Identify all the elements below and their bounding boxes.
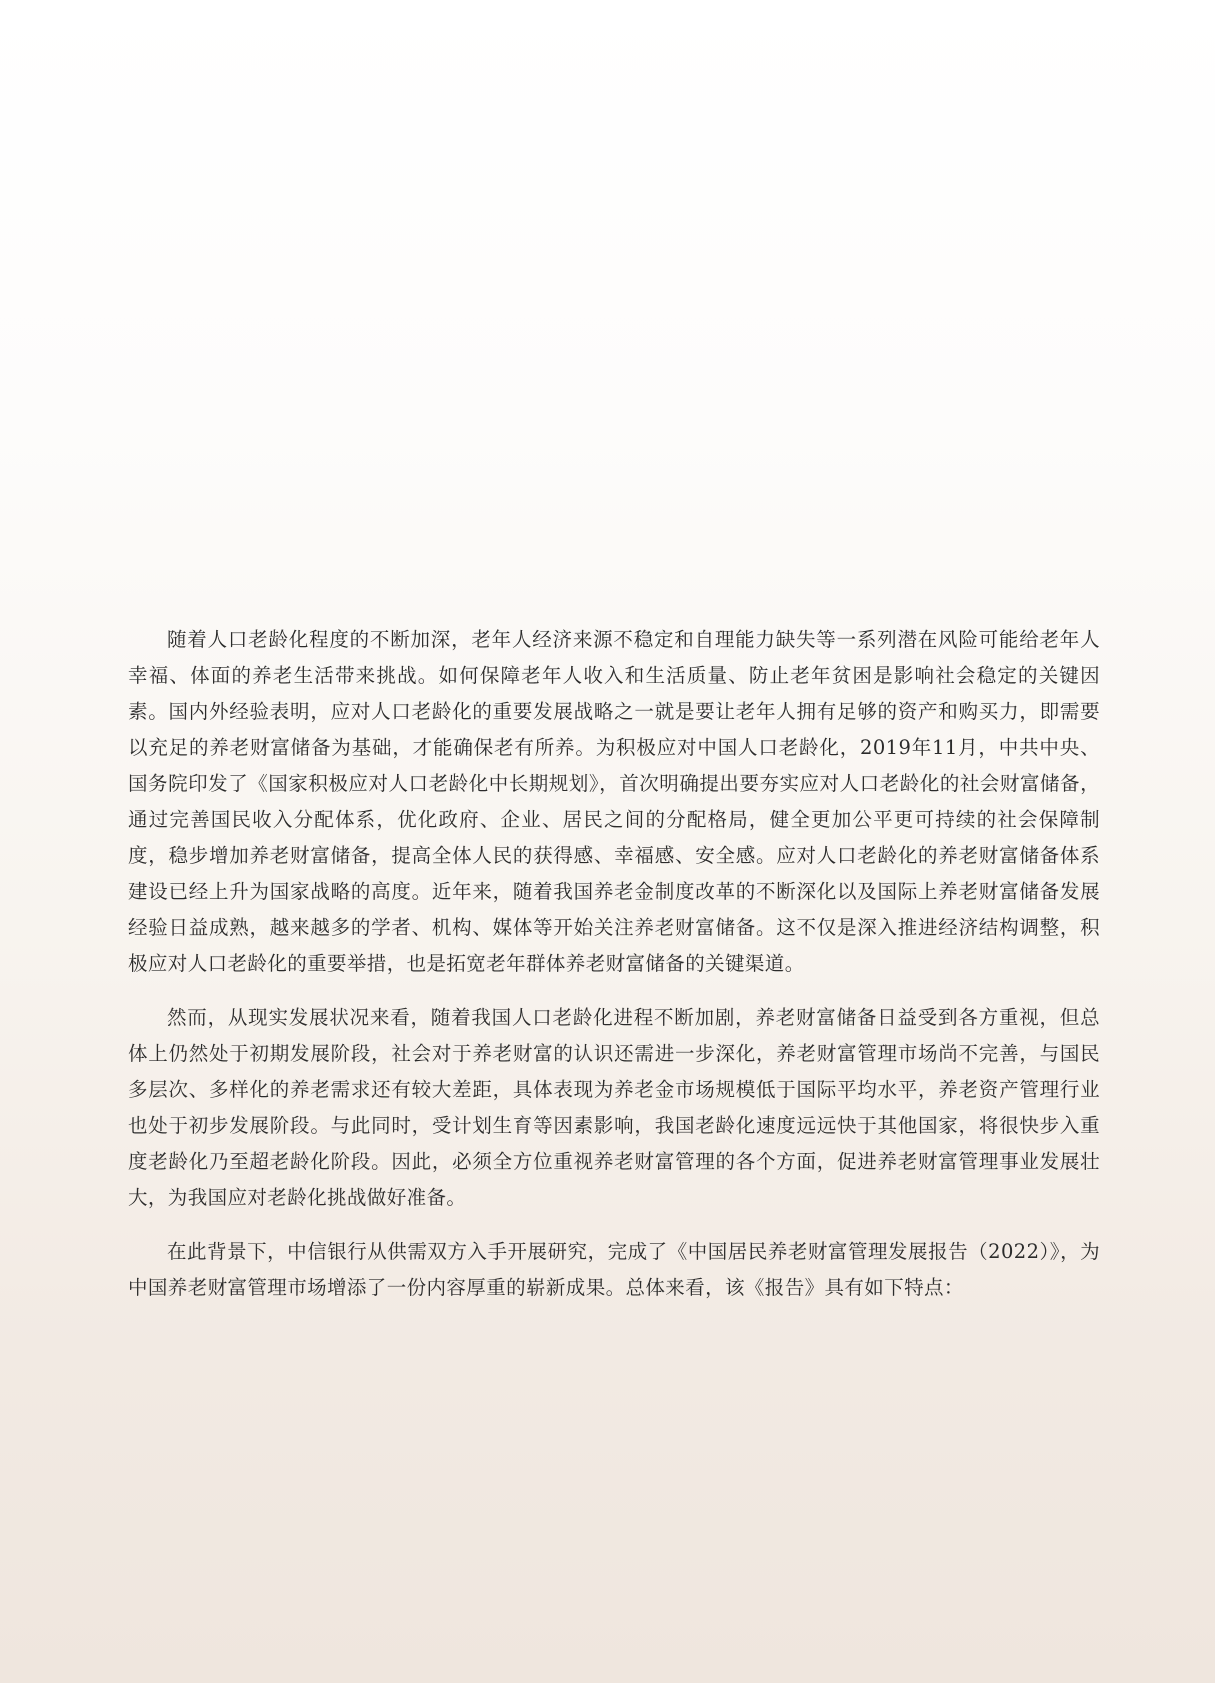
document-body	[128, 622, 1100, 1324]
paragraph-3: 在此背景下，中信银行从供需双方入手开展研究，完成了《中国居民养老财富管理发展报告（2022）》，为中国养老财富管理市场增添了一份内容厚重的崭新成果。总体来看，该《报告》具有如下特点：	[128, 1240, 1100, 1299]
paragraph-1: 随着人口老龄化程度的不断加深，老年人经济来源不稳定和自理能力缺失等一系列潜在风险可能给老年人幸福、体面的养老生活带来挑战。如何保障老年人收入和生活质量、防止老年贫困是影响社会稳定的关键因素。国内外经验表明，应对人口老龄化的重要发展战略之一就是要让老年人拥有足够的资产和购买力，即需要以充足的养老财富储备为基础，才能确保老有所养。为积极应对中国人口老龄化，2019年11月，中共中央、国务院印发了《国家积极应对人口老龄化中长期规划》，首次明确提出要夯实应对人口老龄化的社会财富储备，通过完善国民收入分配体系，优化政府、企业、居民之间的分配格局，健全更加公平更可持续的社会保障制度，稳步增加养老财富储备，提高全体人民的获得感、幸福感、安全感。应对人口老龄化的养老财富储备体系建设已经上升为国家战略的高度。近年来，随着我国养老金制度改革的不断深化以及国际上养老财富储备发展经验日益成熟，越来越多的学者、机构、媒体等开始关注养老财富储备。这不仅是深入推进经济结构调整，积极应对人口老龄化的重要举措，也是拓宽老年群体养老财富储备的关键渠道。	[128, 628, 1100, 975]
paragraph-2: 然而，从现实发展状况来看，随着我国人口老龄化进程不断加剧，养老财富储备日益受到各方重视，但总体上仍然处于初期发展阶段，社会对于养老财富的认识还需进一步深化，养老财富管理市场尚不完善，与国民多层次、多样化的养老需求还有较大差距，具体表现为养老金市场规模低于国际平均水平，养老资产管理行业也处于初步发展阶段。与此同时，受计划生育等因素影响，我国老龄化速度远远快于其他国家，将很快步入重度老龄化乃至超老龄化阶段。因此，必须全方位重视养老财富管理的各个方面，促进养老财富管理事业发展壮大，为我国应对老龄化挑战做好准备。	[128, 1006, 1100, 1209]
